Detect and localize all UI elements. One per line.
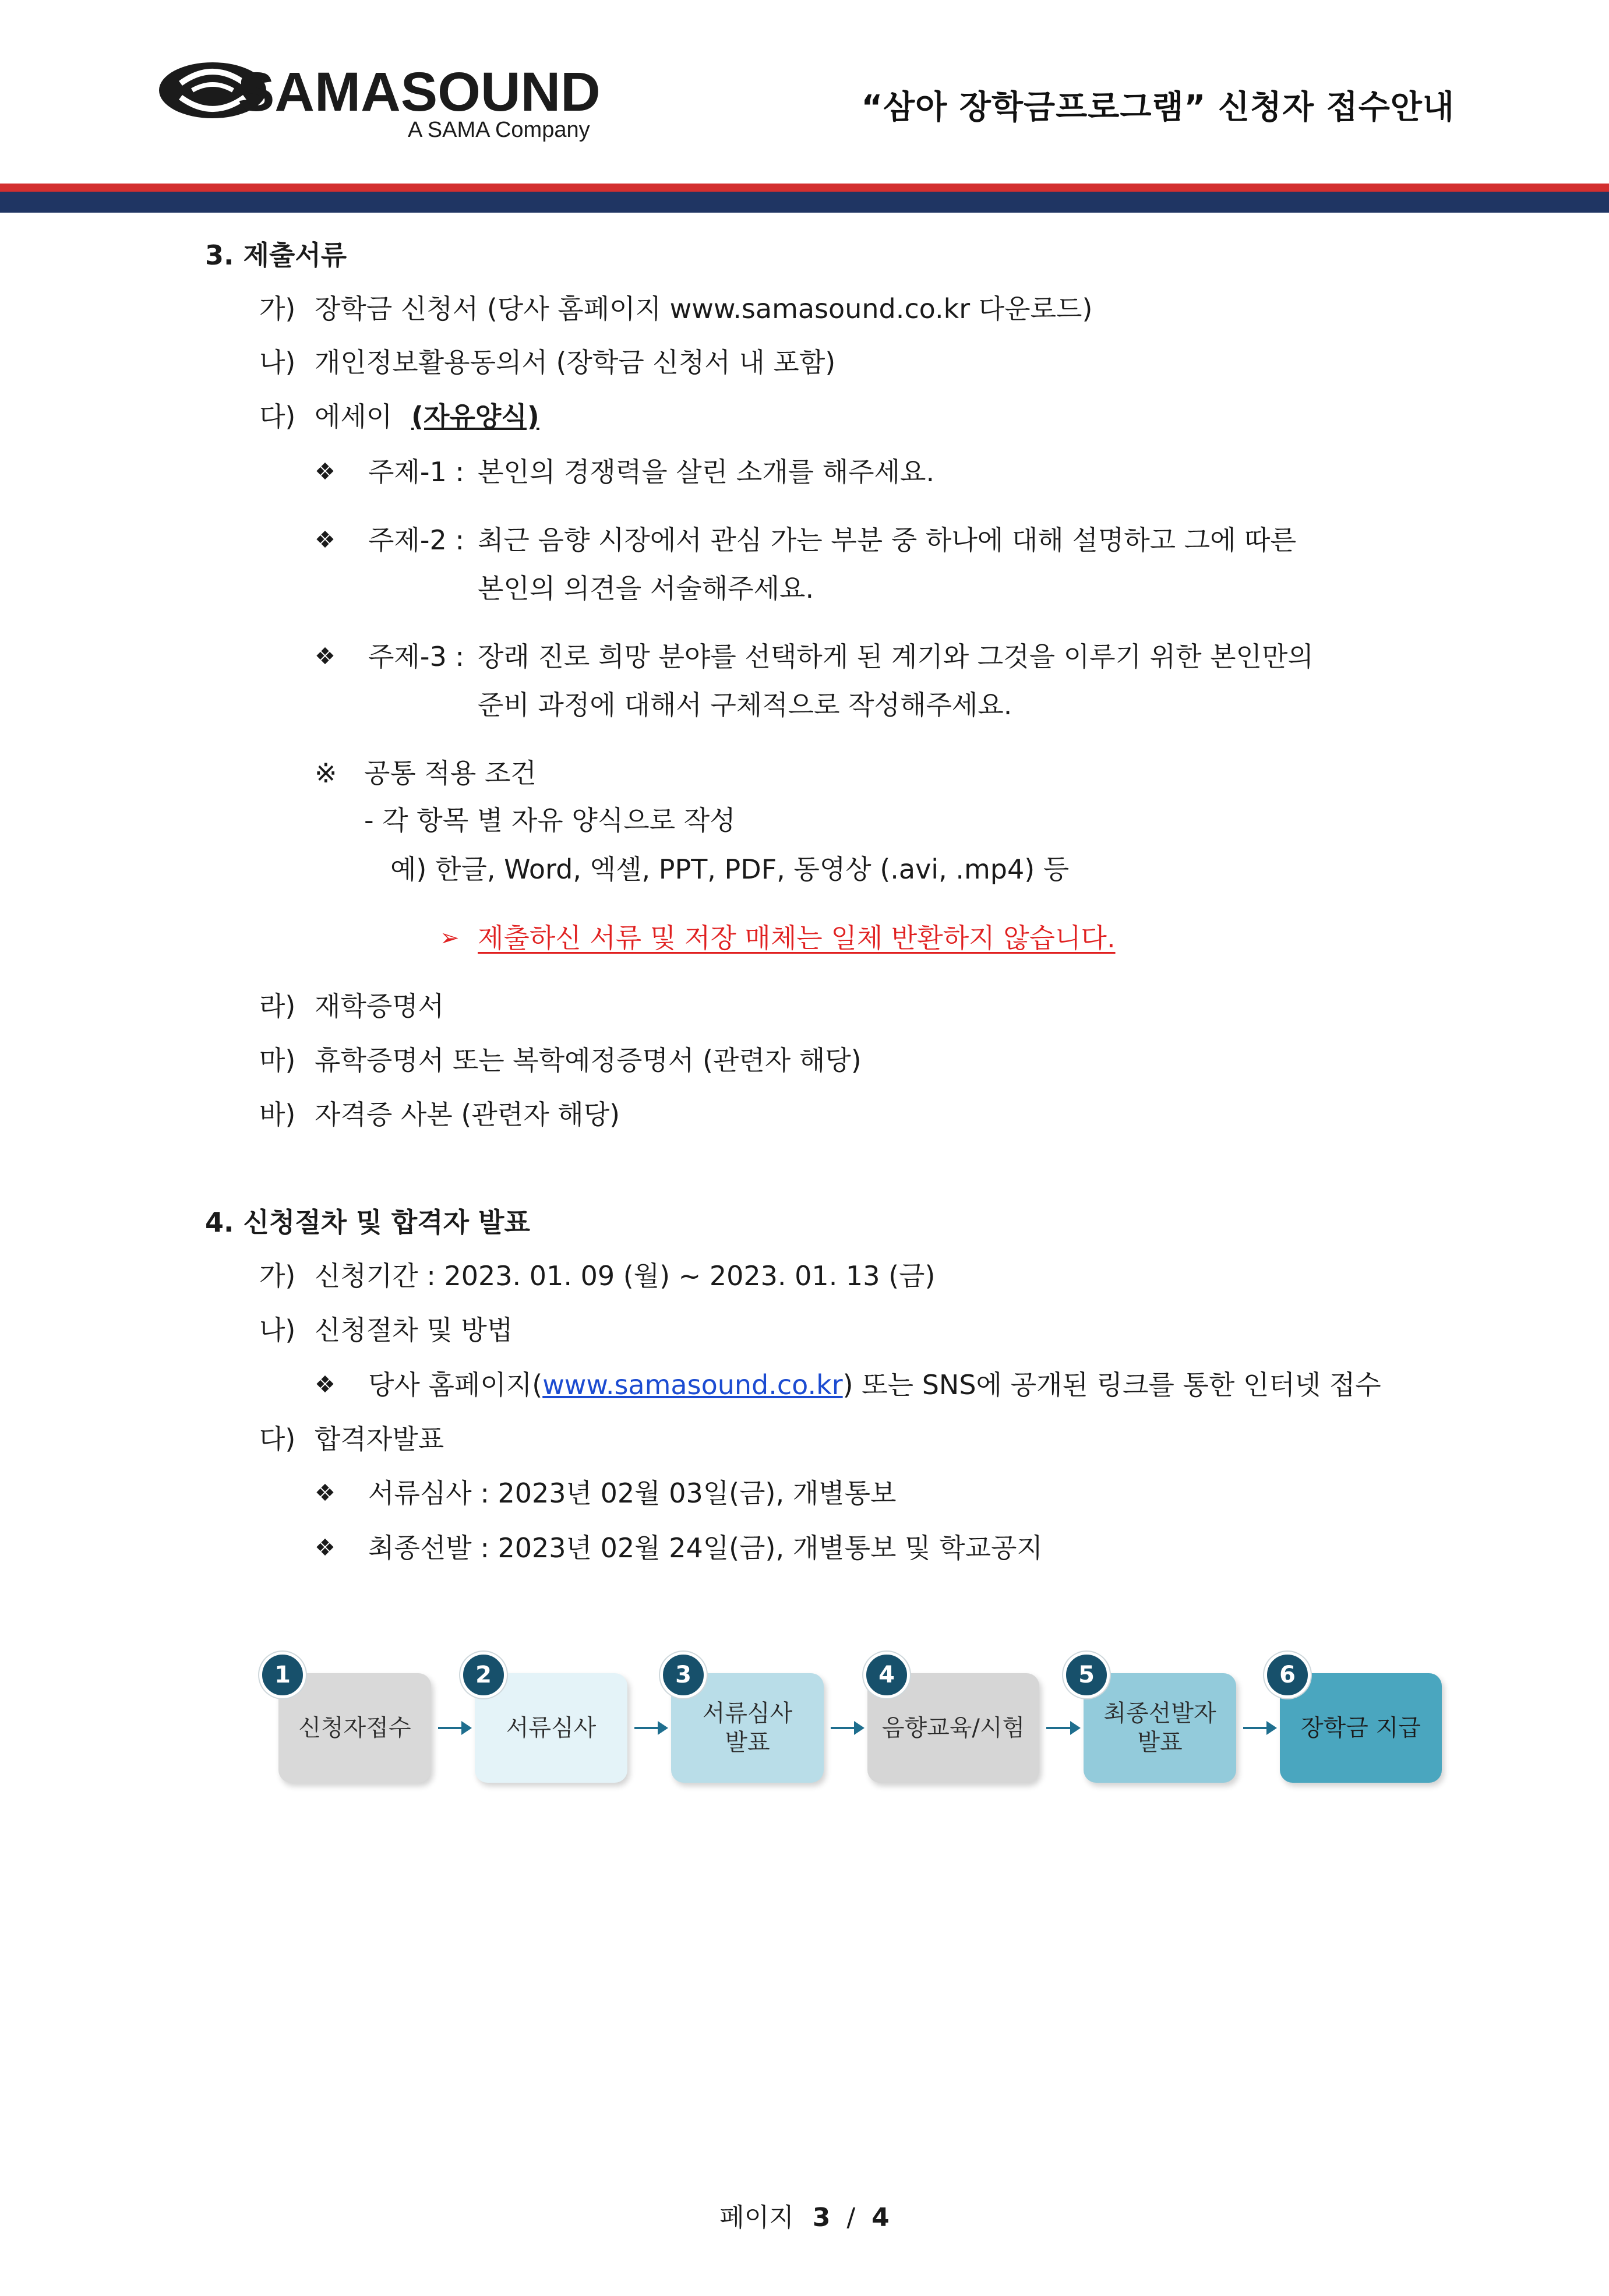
flow-step-2-label: 서류심사 [506,1715,597,1741]
note-line-2: 예) 한글, Word, 엑셀, PPT, PDF, 동영상 (.avi, .mp4) 등 [390,853,1070,885]
footer-sep: / [846,2203,856,2232]
flow-step-5-label-2: 발표 [1137,1729,1183,1756]
samasound-logo [157,55,623,143]
flow-step-5-label-1: 최종선발자 [1103,1700,1216,1727]
section-4-heading: 4. 신청절차 및 합격자 발표 [205,1207,530,1238]
note-mark: ※ [315,757,337,789]
page-footer [0,2196,1609,2234]
flow-step-3-number: 3 [660,1652,707,1698]
footer-page: 3 [812,2203,831,2232]
flow-arrow-icon [634,1727,660,1729]
flow-arrow-icon [1046,1727,1072,1729]
flow-step-6-label: 장학금 지급 [1301,1715,1421,1741]
flow-step-6-number: 6 [1264,1652,1311,1698]
topic-3-label: 주제-3 : [368,641,464,672]
diamond-bullet-icon: ❖ [315,1535,336,1561]
homepage-link[interactable]: www.samasound.co.kr [542,1369,843,1401]
flow-step-2-number: 2 [460,1652,507,1698]
item-na-marker: 나) [259,347,296,378]
announce-text: 합격자발표 [315,1423,444,1455]
flow-step-3-label-1: 서류심사 [702,1700,793,1727]
warning-text: 제출하신 서류 및 저장 매체는 일체 반환하지 않습니다. [478,922,1116,954]
item-na-text: 개인정보활용동의서 (장학금 신청서 내 포함) [315,347,836,378]
logo-text: SAMASOUND [238,61,601,123]
item-ga-text: 장학금 신청서 (당사 홈페이지 www.samasound.co.kr 다운로드) [315,293,1093,325]
flow-step-1 [278,1673,431,1783]
footer-total: 4 [871,2203,890,2232]
diamond-bullet-icon: ❖ [315,527,336,553]
topic-2-text-line2: 본인의 의견을 서술해주세요. [478,573,814,604]
flow-arrow-icon [831,1727,856,1729]
diamond-bullet-icon: ❖ [315,1371,336,1398]
item-da-marker: 다) [259,401,296,432]
flow-step-5 [1084,1673,1236,1783]
item-ba-text: 자격증 사본 (관련자 해당) [315,1099,620,1130]
item-ga-marker: 가) [259,293,296,325]
item-da-text: 에세이 [315,401,393,432]
item-ra-marker: 라) [259,990,296,1022]
method-text: 신청절차 및 방법 [315,1314,513,1346]
announce-marker: 다) [259,1423,296,1455]
footer-label: 페이지 [719,2203,794,2232]
item-da-bold: (자유양식) [411,401,539,432]
flow-step-3-label-2: 발표 [725,1729,770,1756]
method-marker: 나) [259,1314,296,1346]
flow-step-4-number: 4 [863,1652,910,1698]
topic-3-text-line2: 준비 과정에 대해서 구체적으로 작성해주세요. [478,689,1012,721]
announce-bullet-1: 서류심사 : 2023년 02월 03일(금), 개별통보 [368,1477,897,1509]
header-navy-bar [0,192,1609,213]
topic-2-label: 주제-2 : [368,524,464,556]
header-red-bar [0,184,1609,192]
section-3-heading: 3. 제출서류 [205,239,347,271]
flow-arrow-icon [1243,1727,1269,1729]
diamond-bullet-icon: ❖ [315,459,336,485]
item-ra-text: 재학증명서 [315,990,444,1022]
flow-step-4-label: 음향교육/시험 [881,1715,1025,1741]
header-title: “삼아 장학금프로그램” 신청자 접수안내 [861,89,1455,126]
note-title: 공통 적용 조건 [364,757,537,789]
period-text: 신청기간 : 2023. 01. 09 (월) ~ 2023. 01. 13 (금) [315,1260,936,1292]
topic-3-text-line1: 장래 진로 희망 분야를 선택하게 된 계기와 그것을 이루기 위한 본인만의 [478,641,1314,672]
method-bullet-pre: 당사 홈페이지( [368,1369,543,1401]
period-marker: 가) [259,1260,296,1292]
flow-step-1-number: 1 [259,1652,306,1698]
flow-step-1-label: 신청자접수 [298,1715,411,1741]
logo-subtitle: A SAMA Company [408,118,590,142]
method-bullet-post: ) 또는 SNS에 공개된 링크를 통한 인터넷 접수 [842,1369,1381,1401]
topic-2-text-line1: 최근 음향 시장에서 관심 가는 부분 중 하나에 대해 설명하고 그에 따른 [478,524,1297,556]
diamond-bullet-icon: ❖ [315,1480,336,1507]
samasound-logo-mark [157,55,623,143]
diamond-bullet-icon: ❖ [315,643,336,670]
flow-arrow-icon [438,1727,464,1729]
flow-step-5-number: 5 [1063,1652,1110,1698]
announce-bullet-2: 최종선발 : 2023년 02월 24일(금), 개별통보 및 학교공지 [368,1532,1043,1564]
item-ba-marker: 바) [259,1099,296,1130]
arrowhead-icon: ➢ [440,925,460,951]
topic-1-text: 본인의 경쟁력을 살린 소개를 해주세요. [478,456,935,488]
item-ma-marker: 마) [259,1045,296,1076]
note-line-1: - 각 항목 별 자유 양식으로 작성 [364,805,736,836]
topic-1-label: 주제-1 : [368,456,464,488]
item-ma-text: 휴학증명서 또는 복학예정증명서 (관련자 해당) [315,1045,862,1076]
